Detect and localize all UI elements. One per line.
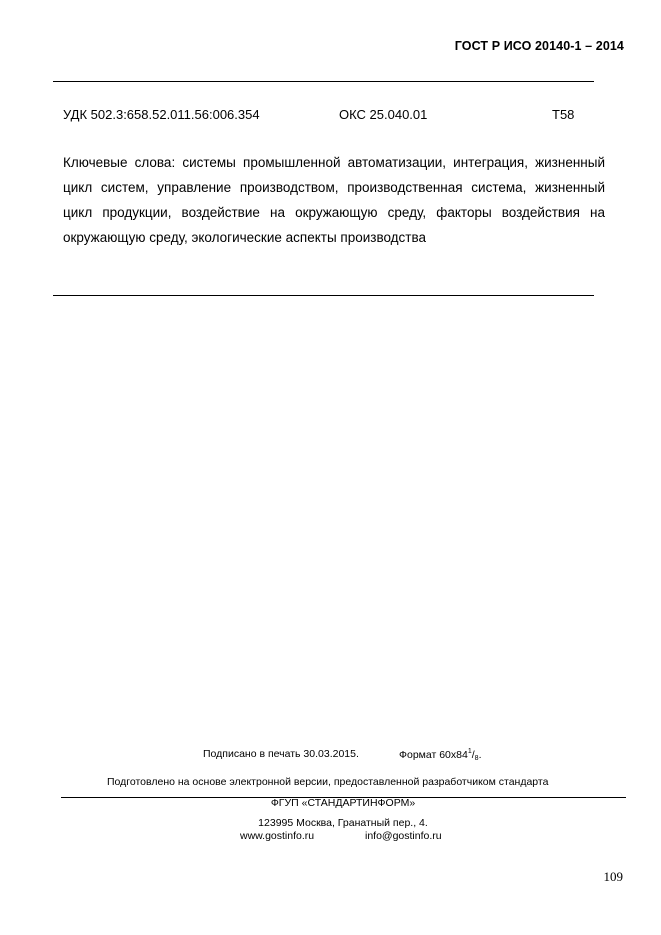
publisher-website: www.gostinfo.ru: [240, 830, 315, 842]
print-format: [399, 748, 481, 762]
prepared-note: Подготовлено на основе электронной версии, предоставленной разработчиком стандарта: [107, 776, 549, 788]
format-numerator: 1: [467, 748, 472, 755]
udk-code: УДК 502.3:658.52.011.56:006.354: [63, 107, 260, 122]
publisher-name: ФГУП «СТАНДАРТИНФОРМ»: [270, 797, 416, 809]
keywords-divider: [53, 295, 594, 296]
oks-code: ОКС 25.040.01: [339, 107, 428, 122]
signed-date: Подписано в печать 30.03.2015.: [203, 748, 359, 760]
document-header-title: ГОСТ Р ИСО 20140-1 – 2014: [454, 39, 624, 53]
format-slash: /: [471, 749, 475, 761]
category-code: Т58: [552, 107, 575, 122]
format-prefix: Формат 60х84: [399, 749, 468, 761]
format-denominator: 8: [474, 755, 479, 762]
page-number: 109: [603, 869, 623, 884]
format-suffix: .: [478, 749, 482, 761]
publisher-email: info@gostinfo.ru: [365, 830, 442, 842]
keywords-paragraph: Ключевые слова: системы промышленной автоматизации, интеграция, жизненный цикл систем, управление производством, производственная система, жизненный цикл продукции, воздействие на окружающую среду, факторы воздействия на окружающую среду, экологические аспекты производства: [63, 155, 605, 245]
top-divider: [53, 81, 594, 82]
publisher-address: 123995 Москва, Гранатный пер., 4.: [258, 817, 428, 829]
